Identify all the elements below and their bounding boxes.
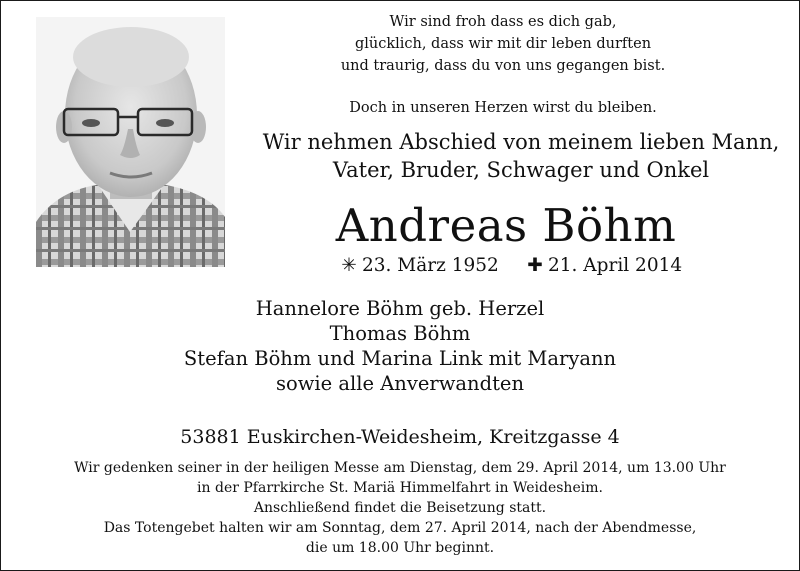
portrait-photo <box>36 17 225 267</box>
mourner-entry: Hannelore Böhm geb. Herzel <box>255 297 545 320</box>
birth-star-icon: ✳ <box>341 255 357 276</box>
mourner-entry: sowie alle Anverwandten <box>275 372 525 395</box>
poem <box>283 11 723 119</box>
death-date-group <box>526 252 682 280</box>
mourner-entry: Stefan Böhm und Marina Link mit Maryann <box>183 347 617 370</box>
poem-closing: Doch in unseren Herzen wirst du bleiben. <box>349 100 657 116</box>
birth-date: 23. März 1952 <box>362 255 499 276</box>
service-details <box>40 458 760 558</box>
poem-line: glücklich, dass wir mit dir leben durften <box>354 36 652 52</box>
death-date: 21. April 2014 <box>548 255 683 276</box>
detail-line: Anschließend findet die Beisetzung statt. <box>253 500 547 516</box>
poem-line: Wir sind froh dass es dich gab, <box>389 14 617 30</box>
detail-line: Wir gedenken seiner in der heiligen Messe am Dienstag, dem 29. April 2014, um 13.00 Uhr <box>74 460 726 476</box>
deceased-name: Andreas Böhm <box>335 199 677 252</box>
detail-line: Das Totengebet halten wir am Sonntag, dem 27. April 2014, nach der Abendmesse, <box>103 520 697 536</box>
detail-line: die um 18.00 Uhr beginnt. <box>305 540 495 556</box>
mourners-list <box>140 296 660 396</box>
poem-line: und traurig, dass du von uns gegangen bist. <box>340 58 666 74</box>
death-cross-icon: ✚ <box>527 255 543 276</box>
intro-line: Vater, Bruder, Schwager und Onkel <box>332 158 710 182</box>
mourner-entry: Thomas Böhm <box>329 322 471 345</box>
farewell-intro <box>256 128 786 184</box>
family-address: 53881 Euskirchen-Weidesheim, Kreitzgasse 4 <box>180 426 620 448</box>
intro-line: Wir nehmen Abschied von meinem lieben Mann, <box>262 130 780 154</box>
detail-line: in der Pfarrkirche St. Mariä Himmelfahrt in Weidesheim. <box>197 480 603 496</box>
birth-date-group <box>340 252 499 280</box>
